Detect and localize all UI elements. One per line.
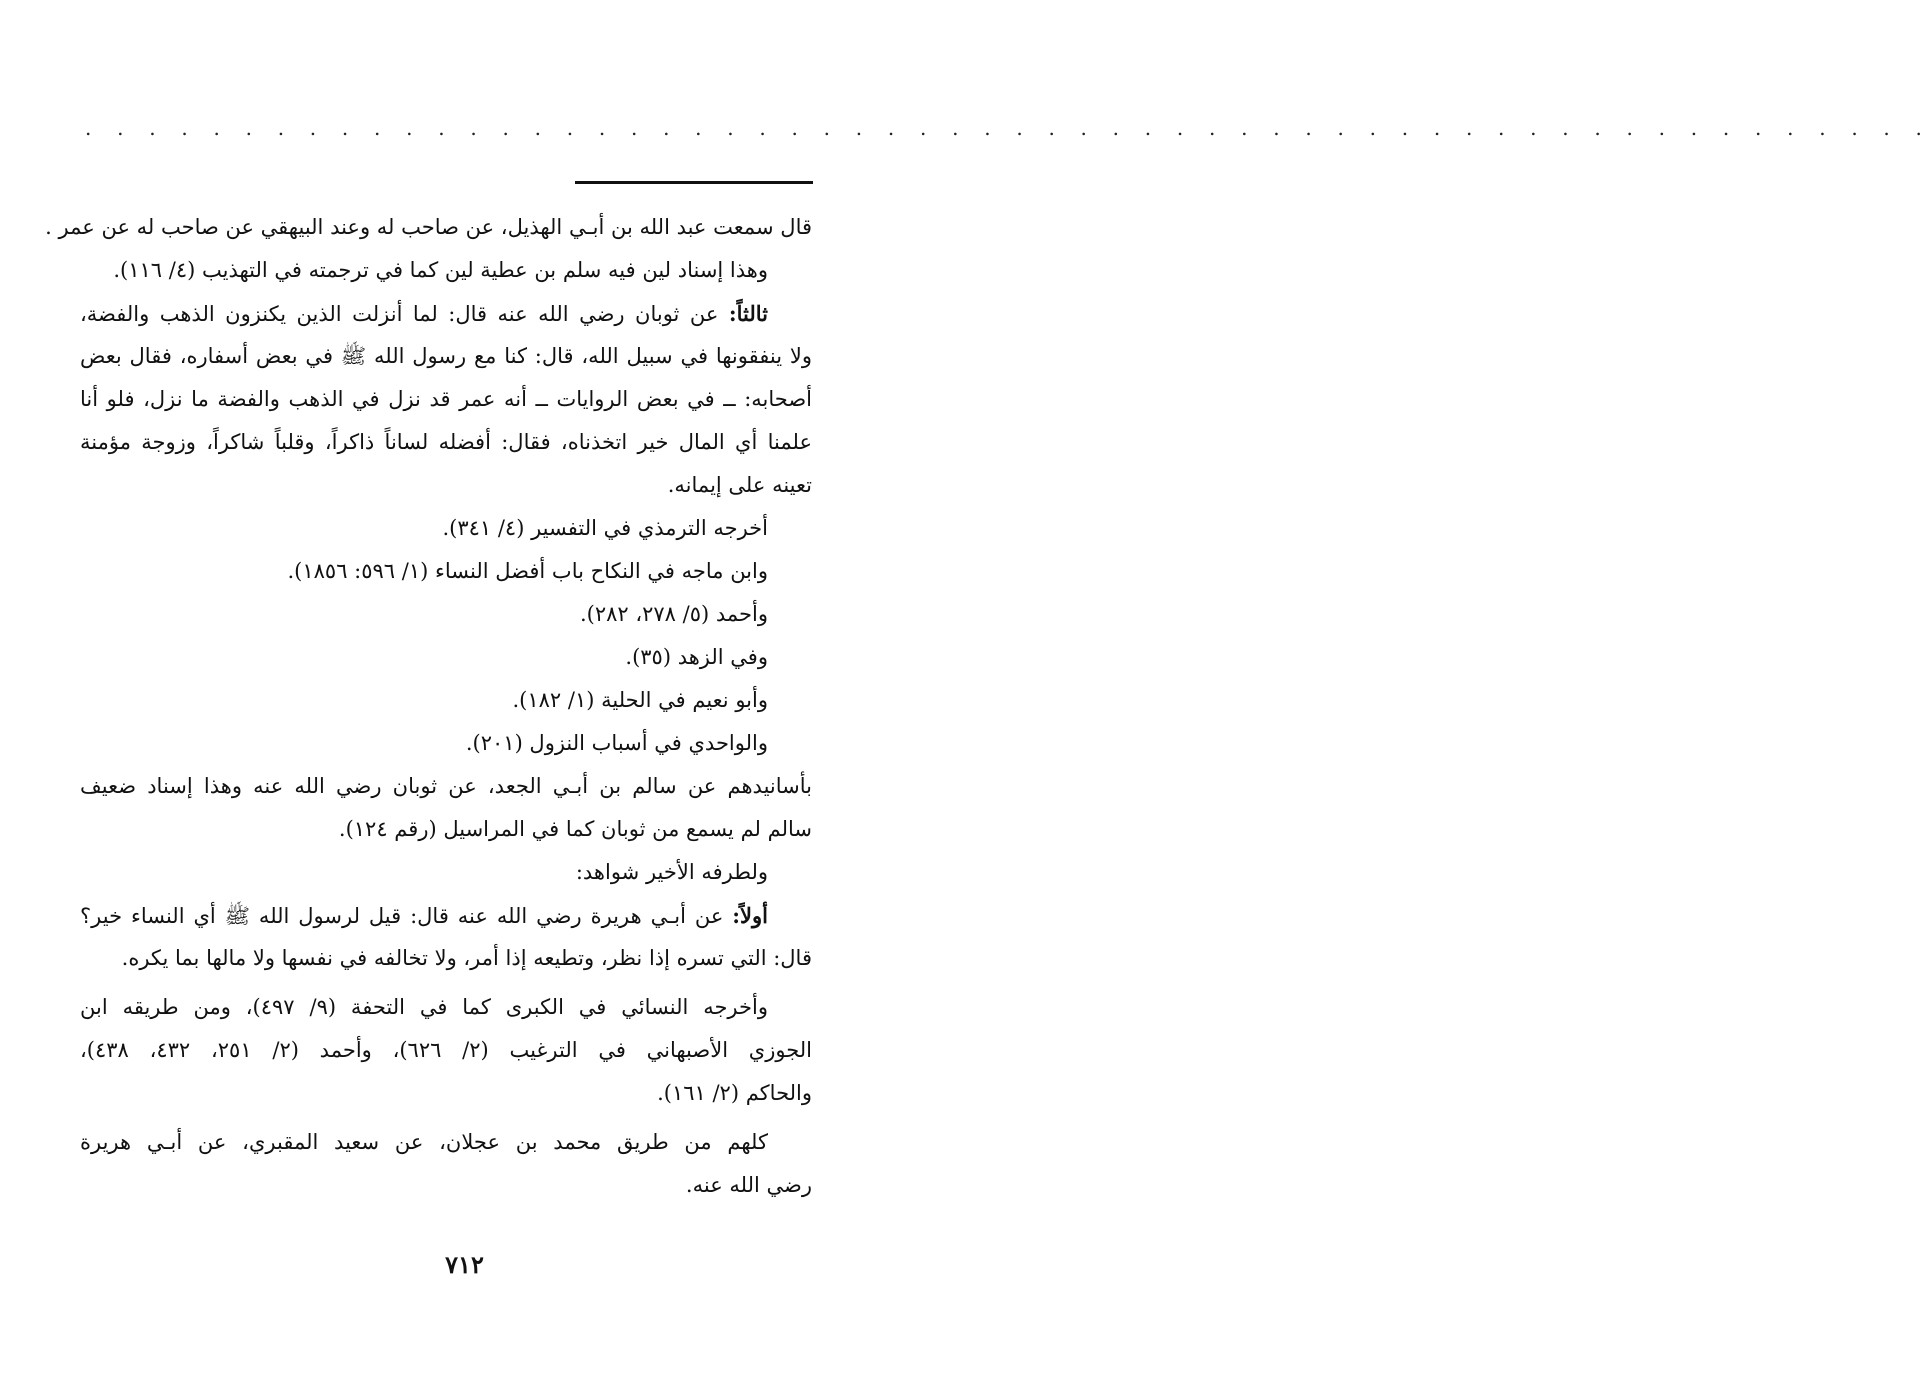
- text-line: أخرجه الترمذي في التفسير (٤/ ٣٤١).: [442, 516, 768, 540]
- text-line: قال سمعت عبد الله بن أبـي الهذيل، عن صاحب له وعند البيهقي عن صاحب له عن عمر .: [45, 215, 812, 239]
- text-line: قال: التي تسره إذا نظر، وتطيعه إذا أمر، ولا تخالفه في نفسها ولا مالها بما يكره.: [121, 946, 812, 970]
- text-line: وابن ماجه في النكاح باب أفضل النساء (١/ ٥٩٦: ١٨٥٦).: [287, 559, 768, 583]
- text-line: وهذا إسناد لين فيه سلم بن عطية لين كما في ترجمته في التهذيب (٤/ ١١٦).: [113, 258, 768, 282]
- text-line: ولا ينفقونها في سبيل الله، قال: كنا مع رسول الله ﷺ في بعض أسفاره، فقال بعض: [80, 344, 812, 368]
- text-rest: عن ثوبان رضي الله عنه قال: لما أنزلت الذين يكنزون الذهب والفضة،: [80, 302, 729, 326]
- text-line: والحاكم (٢/ ١٦١).: [657, 1081, 812, 1105]
- text-line: والواحدي في أسباب النزول (٢٠١).: [465, 731, 768, 755]
- text-line: وأحمد (٥/ ٢٧٨، ٢٨٢).: [579, 602, 768, 626]
- text-line: بأسانيدهم عن سالم بن أبـي الجعد، عن ثوبان رضي الله عنه وهذا إسناد ضعيف: [80, 774, 812, 798]
- page-number: ٧١٢: [445, 1250, 484, 1279]
- text-line: وأخرجه النسائي في الكبرى كما في التحفة (٩/ ٤٩٧)، ومن طريقه ابن: [80, 995, 768, 1019]
- text-line: سالم لم يسمع من ثوبان كما في المراسيل (رقم ١٢٤).: [338, 817, 812, 841]
- text-line: الجوزي الأصبهاني في الترغيب (٢/ ٦٢٦)، وأحمد (٢/ ٢٥١، ٤٣٢، ٤٣٨)،: [80, 1038, 813, 1062]
- footnote-text: [45, 206, 813, 1207]
- text-rest: عن أبـي هريرة رضي الله عنه قال: قيل لرسول الله ﷺ أي النساء خير؟: [80, 904, 733, 928]
- text-line: كلهم من طريق محمد بن عجلان، عن سعيد المقبري، عن أبـي هريرة: [80, 1130, 768, 1154]
- text-lead: ثالثاً:: [728, 301, 768, 326]
- text-line: تعينه على إيمانه.: [667, 473, 812, 497]
- footnote-rule: [575, 181, 813, 184]
- text-line: ولطرفه الأخير شواهد:: [575, 860, 768, 884]
- text-line: علمنا أي المال خير اتخذناه، فقال: أفضله لساناً ذاكراً، وقلباً شاكراً، وزوجة مؤمنة: [80, 430, 812, 454]
- text-line: رضي الله عنه.: [685, 1173, 812, 1197]
- text-line: وفي الزهد (٣٥).: [625, 645, 768, 669]
- text-line: [80, 292, 812, 335]
- text-line: وأبو نعيم في الحلية (١/ ١٨٢).: [512, 688, 768, 712]
- text-line: أصحابه: ــ في بعض الروايات ــ أنه عمر قد نزل في الذهب والفضة ما نزل، فلو أنا: [80, 387, 812, 411]
- text-lead: أولاً:: [732, 903, 768, 928]
- separator-dots: . . . . . . . . . . . . . . . . . . . . . . . . . . . . . . . . . . . . . . . . . . . . . . . . . . . . . . . . . .: [85, 116, 1932, 140]
- text-line: [80, 894, 812, 937]
